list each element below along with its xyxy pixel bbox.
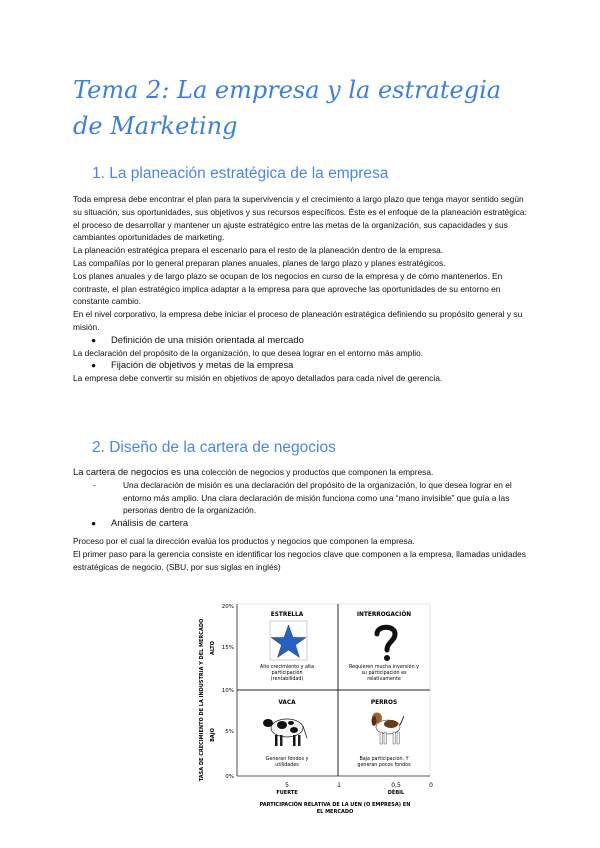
paragraph: En el nivel corporativo, la empresa debe iniciar el proceso de planeación estratégica definiendo su propósito general y su misión. — [73, 309, 523, 332]
question-caption: relativamente — [367, 677, 401, 682]
paragraph: El primer paso para la gerencia consiste en identificar los negocios clave que componen a la empresa, llamadas unidades estratégicas de negocio. (SBU, por sus siglas en inglés) — [73, 548, 526, 572]
dog-icon — [372, 713, 405, 745]
y-tick-label: 10% — [221, 688, 234, 694]
quadrant-label-dog: PERROS — [370, 700, 398, 706]
section-body-planeacion — [73, 193, 528, 385]
quadrant-label-star: ESTRELLA — [270, 612, 304, 618]
list-item: ● Fijación de objetivos y metas de la empresa — [73, 359, 528, 372]
section-heading-cartera: 2. Diseño de la cartera de negocios — [92, 439, 336, 456]
bullet-icon: ● — [91, 334, 97, 345]
x-axis-label: EL MERCADO — [316, 809, 354, 815]
dog-caption: Baja participación. Y — [359, 757, 409, 762]
paragraph: Proceso por el cual la dirección evalúa los productos y negocios que componen la empresa. — [73, 535, 415, 546]
list-item: - Una declaración de misión es una declaración del propósito de la organización, lo que desea lograr en el entorno más amplio. Una clara declaración de misión funciona como una “mano invisible” que guía a las personas dentro de la organización. — [73, 479, 528, 517]
dash-icon: - — [93, 479, 96, 490]
list-item: ● Definición de una misión orientada al mercado — [73, 334, 528, 347]
x-tick-label: 1 — [337, 782, 341, 789]
star-caption: participación — [271, 671, 303, 676]
cow-icon — [263, 719, 307, 746]
paragraph: La cartera de negocios es una colección de negocios y productos que componen la empresa. — [73, 466, 434, 477]
y-ticks — [222, 604, 234, 780]
paragraph: La empresa debe convertir su misión en objetivos de apoyo detallados para cada nivel de gerencia. — [73, 373, 443, 384]
x-axis-label: PARTICIPACIÓN RELATIVA DE LA UEN (O EMPRESA) EN — [259, 802, 411, 808]
bullet-icon: ● — [91, 518, 97, 529]
quadrant-label-cow: VACA — [278, 700, 296, 706]
y-tick-label: 0% — [225, 774, 234, 780]
question-caption: Requieren mucha inversión y — [349, 665, 419, 670]
x-ticks — [285, 782, 433, 789]
page-title: Tema 2: La empresa y la estrategia de Marketing — [73, 76, 502, 140]
cow-caption: utilidades — [275, 763, 299, 768]
star-caption: (rentabilidad) — [270, 677, 304, 682]
x-tick-label: 0 — [429, 782, 433, 789]
y-high-label: ALTO — [210, 641, 216, 655]
y-low-label: BAJO — [210, 728, 216, 742]
section-heading-planeacion: 1. La planeación estratégica de la empresa — [92, 165, 389, 182]
x-weak-label: DÉBIL — [387, 790, 405, 796]
x-tick-label: 5 — [285, 782, 289, 789]
bcg-matrix-figure — [190, 600, 440, 825]
dog-caption: generan pocos fondos — [357, 763, 411, 768]
paragraph: La declaración del propósito de la organización, lo que desea lograr en el entorno más amplio. — [73, 347, 424, 358]
x-strong-label: FUERTE — [276, 790, 298, 796]
cow-caption: Generan fondos y — [265, 757, 309, 762]
star-caption: Alto crecimiento y alta — [259, 665, 315, 670]
section-body-cartera — [73, 466, 528, 573]
question-mark-icon — [377, 627, 395, 661]
bullet-icon: ● — [91, 360, 97, 371]
quadrant-label-question: INTERROGACIÓN — [356, 612, 412, 618]
y-tick-label: 20% — [221, 604, 234, 610]
y-tick-label: 5% — [225, 729, 234, 735]
list-item: ● Análisis de cartera — [73, 517, 528, 530]
paragraph: La planeación estratégica prepara el escenario para el resto de la planeación dentro de la empresa. — [73, 245, 444, 256]
y-axis-label: TASA DE CRECIMIENTO DE LA INDUSTRIA Y DEL MERCADO — [199, 618, 205, 782]
question-caption: su participación es — [361, 671, 407, 676]
star-icon — [270, 621, 307, 660]
paragraph: Las compañías por lo general preparan planes anuales, planes de largo plazo y planes estratégicos. — [73, 257, 446, 268]
y-tick-label: 15% — [221, 645, 234, 651]
paragraph: Los planes anuales y de largo plazo se ocupan de los negocios en curso de la empresa y de cómo mantenerlos. En contraste, el plan estratégico implica adaptar a la empresa para que aproveche las oportunidades de su entorno en constante cambio. — [73, 270, 503, 307]
x-tick-label: 0,5 — [391, 782, 401, 789]
paragraph: Toda empresa debe encontrar el plan para la supervivencia y el crecimiento a largo plazo que tenga mayor sentido según su situación, sus oportunidades, sus objetivos y sus recursos específicos. Éste es el enfoque de la planeación estratégica: el proceso de desarrollar y mantener un ajuste estratégico entre las metas de la organización, sus capacidades y sus cambiantes oportunidades de marketing. — [73, 194, 527, 243]
